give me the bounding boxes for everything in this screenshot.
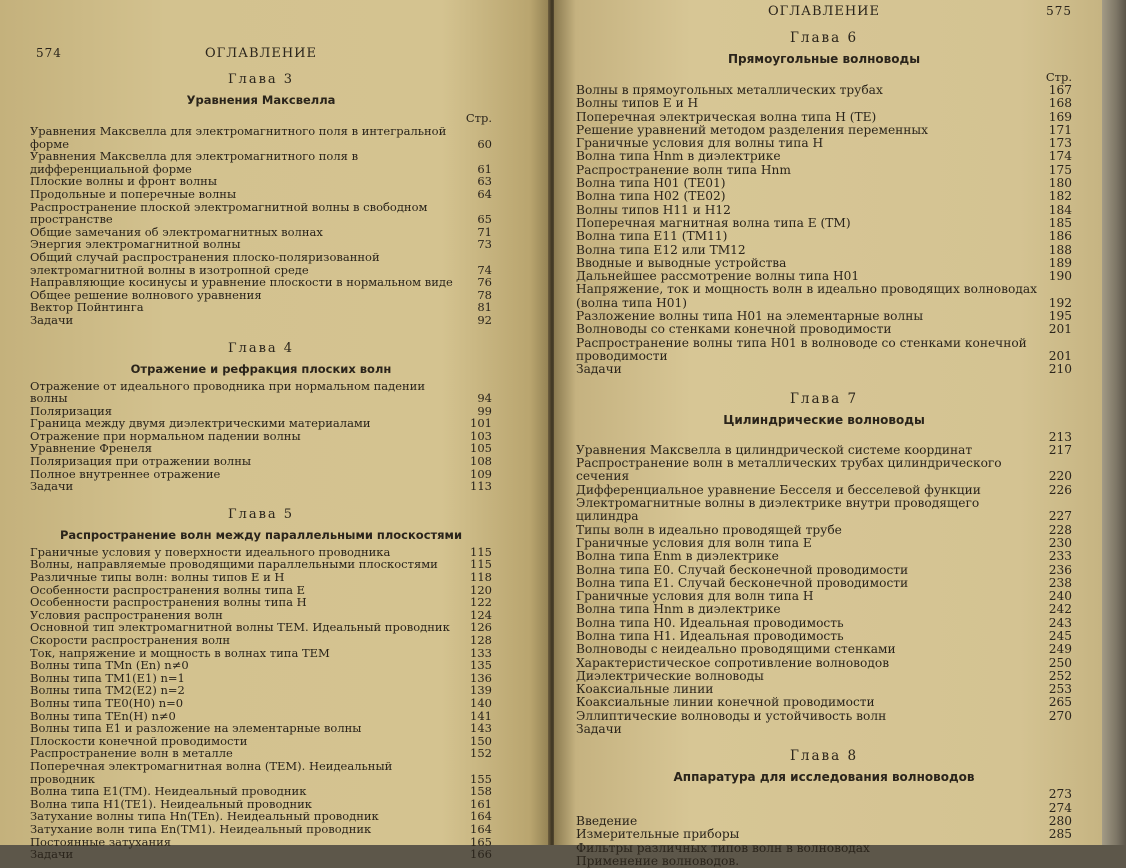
- toc-entry-page: 122: [470, 595, 492, 610]
- toc-entry: [30, 314, 492, 327]
- toc-entry-page: 252: [1048, 668, 1072, 683]
- toc-entry-title: Волноводы с неидеально проводящими стенками: [576, 642, 896, 657]
- toc-entry: [576, 710, 1072, 723]
- toc-entry-title: Общее решение волнового уравнения: [30, 287, 262, 302]
- toc-entry: [576, 363, 1072, 376]
- toc-entry-page: 171: [1048, 122, 1072, 137]
- toc-entry-title: Различные типы волн: волны типов E и H: [30, 570, 285, 585]
- toc-entry-title: Постоянные затухания: [30, 834, 172, 849]
- toc-entry-title: Волна типа E11 (TM11): [576, 229, 728, 244]
- toc-entry: [30, 823, 492, 836]
- toc-entry-title: Коаксиальные линии конечной проводимости: [576, 695, 875, 710]
- toc-entry: [30, 125, 492, 150]
- toc-entry-title: Эллиптические волноводы и устойчивость волн: [576, 708, 887, 723]
- toc-entry: [576, 204, 1072, 217]
- toc-entry-title: Задачи: [30, 312, 74, 327]
- toc-entry: [576, 457, 1072, 484]
- toc-entry: [576, 217, 1072, 230]
- toc-entry-title: Распространение волны типа H01 в волноводе со стенками конечной проводимости: [576, 335, 1027, 363]
- toc-entry: [30, 251, 492, 276]
- toc-entry: [576, 657, 1072, 670]
- toc-entry-title: Особенности распространения волны типа E: [30, 582, 306, 597]
- toc-entry-page: 150: [470, 733, 492, 748]
- toc-entry-title: Поляризация: [30, 403, 112, 418]
- chapter-title: Распространение волн между параллельными плоскостями: [59, 527, 463, 542]
- toc-entry-page: 174: [1048, 149, 1072, 164]
- chapter-number: Глава 6: [789, 30, 859, 46]
- toc-entry: [30, 659, 492, 672]
- toc-entry: [30, 697, 492, 710]
- toc-entry: [576, 257, 1072, 270]
- chapter-section: [576, 748, 1072, 868]
- toc-entry: [30, 301, 492, 314]
- toc-entry: [576, 524, 1072, 537]
- left-chapters: [30, 72, 492, 861]
- toc-entry-page: 182: [1048, 189, 1072, 204]
- toc-entry-page: 124: [470, 607, 492, 622]
- toc-entry-title: Волна типа Enm в диэлектрике: [576, 549, 779, 564]
- toc-entry: [576, 337, 1072, 364]
- toc-entry-page: 60: [477, 136, 492, 151]
- toc-entry-page: 245: [1048, 628, 1072, 643]
- toc-entry: [576, 97, 1072, 110]
- toc-entry: [576, 310, 1072, 323]
- toc-entry-title: Поляризация при отражении волны: [30, 454, 252, 469]
- toc-entry: [576, 670, 1072, 683]
- toc-entry-page: 238: [1048, 575, 1072, 590]
- toc-entry-title: Поперечная магнитная волна типа E (TM): [576, 215, 851, 230]
- toc-entry-page: 185: [1048, 215, 1072, 230]
- toc-entry-page: 173: [1048, 136, 1072, 151]
- toc-entry-page: 63: [477, 174, 492, 189]
- chapter-title: Прямоугольные волноводы: [727, 52, 921, 66]
- page-column-label: Стр.: [465, 111, 492, 125]
- toc-entry: [576, 577, 1072, 590]
- toc-list: [30, 125, 492, 327]
- toc-entry: [576, 683, 1072, 696]
- toc-entry-title: Плоские волны и фронт волны: [30, 174, 217, 189]
- toc-entry-title: Распространение волн в металлических трубах цилиндрического сечения: [576, 456, 1002, 484]
- toc-list: [576, 788, 1072, 868]
- toc-entry-title: Волна типа H02 (TE02): [576, 189, 726, 204]
- toc-entry-page: 73: [477, 237, 492, 252]
- toc-entry-page: 164: [470, 821, 492, 836]
- toc-entry-page: 285: [1048, 827, 1072, 842]
- toc-entry: [576, 283, 1072, 310]
- toc-entry-page: 99: [477, 403, 492, 418]
- toc-entry-title: Измерительные приборы: [576, 827, 740, 842]
- toc-entry-title: Волны типа TE0(H0) n=0: [30, 695, 184, 710]
- toc-entry: [30, 722, 492, 735]
- chapter-section: [30, 72, 492, 327]
- toc-entry: [576, 590, 1072, 603]
- toc-entry-page: 228: [1048, 522, 1072, 537]
- toc-entry: [576, 550, 1072, 563]
- chapter-section: [576, 30, 1072, 377]
- toc-entry-title: Затухание волн типа En(TM1). Неидеальный проводник: [30, 821, 372, 836]
- chapter-number: Глава 5: [227, 506, 295, 522]
- toc-entry: [576, 177, 1072, 190]
- toc-entry-page: 165: [470, 834, 492, 849]
- right-page: [554, 0, 1102, 868]
- toc-entry-title: Распространение волн типа Hnm: [576, 162, 791, 177]
- toc-entry-page: 175: [1048, 162, 1072, 177]
- toc-entry-page: 195: [1048, 309, 1072, 324]
- toc-entry-title: Волны типа E1 и разложение на элементарные волны: [30, 721, 362, 736]
- toc-entry: [576, 497, 1072, 524]
- toc-entry-page: 158: [470, 784, 492, 799]
- toc-entry: [576, 828, 1072, 841]
- toc-entry-title: Коаксиальные линии: [576, 682, 714, 697]
- toc-entry-page: 210: [1048, 362, 1072, 377]
- toc-entry-title: Волна типа E1(TM). Неидеальный проводник: [30, 784, 307, 799]
- toc-entry-page: 270: [1048, 708, 1072, 723]
- toc-entry-title: Волна типа E12 или TM12: [576, 242, 746, 257]
- toc-entry-title: Характеристическое сопротивление волноводов: [576, 655, 890, 670]
- book-cover-edge: [1102, 0, 1126, 845]
- toc-entry-title: Продольные и поперечные волны: [30, 186, 237, 201]
- toc-entry: [30, 150, 492, 175]
- toc-entry-title: Полное внутреннее отражение: [30, 466, 221, 481]
- toc-entry-title: Электромагнитные волны в диэлектрике внутри проводящего цилиндра: [576, 496, 980, 524]
- toc-entry: [576, 696, 1072, 709]
- toc-entry: [576, 617, 1072, 630]
- toc-entry-page: 186: [1048, 229, 1072, 244]
- toc-entry: [30, 468, 492, 481]
- toc-entry-page: 139: [470, 683, 492, 698]
- toc-entry-page: 230: [1048, 535, 1072, 550]
- toc-entry-page: 74: [477, 262, 492, 277]
- toc-entry-title: Уравнения Максвелла в цилиндрической системе координат: [576, 442, 973, 457]
- toc-entry-title: Затухание волны типа Hn(TEn). Неидеальный проводник: [30, 809, 379, 824]
- toc-entry-title: Направляющие косинусы и уравнение плоскости в нормальном виде: [30, 275, 453, 290]
- toc-entry-title: Уравнение Френеля: [30, 441, 153, 456]
- toc-list: [30, 546, 492, 861]
- toc-entry-page: 243: [1048, 615, 1072, 630]
- chapter-number: Глава 4: [227, 340, 295, 356]
- toc-entry: [30, 848, 492, 861]
- toc-entry: [30, 836, 492, 849]
- toc-entry-title: Дальнейшее рассмотрение волны типа H01: [576, 269, 860, 284]
- left-page: [0, 0, 552, 862]
- toc-entry-title: Энергия электромагнитной волны: [30, 237, 241, 252]
- toc-entry-title: Основной тип электромагнитной волны TEM. Идеальный проводник: [30, 620, 450, 635]
- toc-entry: [576, 137, 1072, 150]
- toc-entry-page: 133: [470, 645, 492, 660]
- chapter-title: Аппаратура для исследования волноводов: [673, 770, 975, 785]
- toc-entry-page: 78: [477, 287, 492, 302]
- right-running-title: ОГЛАВЛЕНИЕ: [767, 4, 880, 19]
- toc-entry-page: 189: [1048, 255, 1072, 270]
- toc-entry-title: Волны типа TEn(H) n≠0: [30, 708, 176, 723]
- toc-entry: [30, 455, 492, 468]
- toc-entry-page: 201: [1048, 348, 1072, 363]
- toc-entry-page: 109: [470, 466, 492, 481]
- toc-entry-page: 227: [1048, 509, 1072, 524]
- toc-entry-page: 180: [1048, 176, 1072, 191]
- toc-entry-page: 76: [477, 275, 492, 290]
- toc-entry: [576, 244, 1072, 257]
- toc-entry-page: 152: [470, 746, 492, 761]
- chapter-title: Цилиндрические волноводы: [723, 412, 925, 427]
- toc-list: [30, 380, 492, 493]
- toc-entry-page: 161: [470, 796, 492, 811]
- toc-entry-title: Дифференциальное уравнение Бесселя и бесселевой функции: [576, 482, 981, 497]
- toc-entry-title: Волноводы со стенками конечной проводимости: [576, 322, 892, 337]
- left-running-head: [30, 46, 492, 72]
- chapter-section: [576, 391, 1072, 737]
- toc-entry-page: 105: [470, 441, 492, 456]
- toc-entry-title: Граница между двумя диэлектрическими материалами: [30, 416, 371, 431]
- toc-entry-title: Применение волноводов.: [576, 853, 740, 868]
- toc-entry-page: 118: [470, 570, 492, 585]
- toc-entry: [30, 276, 492, 289]
- toc-entry-title: Волны типа TM1(E1) n=1: [30, 670, 185, 685]
- toc-entry: [30, 571, 492, 584]
- toc-entry-title: Волна типа H1. Идеальная проводимость: [576, 628, 844, 643]
- toc-entry-page: 64: [477, 186, 492, 201]
- toc-entry-page: 71: [477, 224, 492, 239]
- toc-entry: [576, 603, 1072, 616]
- toc-entry-page: 166: [470, 847, 492, 862]
- toc-entry-page: 103: [470, 428, 492, 443]
- toc-entry-page: 213: [1048, 429, 1072, 444]
- toc-entry-title: Напряжение, ток и мощность волн в идеально проводящих волноводах (волна типа H01): [576, 282, 1037, 310]
- toc-entry: [576, 431, 1072, 444]
- toc-entry: [30, 785, 492, 798]
- toc-entry-page: 265: [1048, 695, 1072, 710]
- left-running-title: ОГЛАВЛЕНИЕ: [204, 46, 317, 61]
- toc-entry-title: Волны, направляемые проводящими параллельными плоскостями: [30, 557, 438, 572]
- toc-entry-page: 120: [470, 582, 492, 597]
- chapter-section: [30, 341, 492, 493]
- toc-entry-title: Волна типа H0. Идеальная проводимость: [576, 615, 844, 630]
- toc-entry-page: 167: [1048, 83, 1072, 97]
- toc-entry: [576, 788, 1072, 801]
- toc-entry: [576, 643, 1072, 656]
- toc-entry-title: Волна типа E1. Случай бесконечной проводимости: [576, 575, 909, 590]
- toc-entry-page: 115: [470, 557, 492, 572]
- toc-entry: [576, 444, 1072, 457]
- toc-entry: [576, 802, 1072, 815]
- toc-entry-page: 280: [1048, 813, 1072, 828]
- toc-entry-page: 92: [477, 312, 492, 327]
- toc-entry-title: Уравнения Максвелла для электромагнитного поля в дифференциальной форме: [30, 149, 359, 176]
- toc-entry: [576, 564, 1072, 577]
- right-running-head: [576, 4, 1072, 30]
- chapter-title: Отражение и рефракция плоских волн: [130, 361, 392, 376]
- toc-entry: [576, 815, 1072, 828]
- toc-entry: [576, 111, 1072, 124]
- toc-entry-title: Поперечная электромагнитная волна (TEM). Неидеальный проводник: [30, 758, 393, 786]
- toc-entry-page: 101: [470, 416, 492, 431]
- toc-entry-title: Типы волн в идеально проводящей трубе: [576, 522, 842, 537]
- toc-entry-title: Граничные условия у поверхности идеального проводника: [30, 544, 391, 559]
- toc-entry: [576, 84, 1072, 97]
- toc-entry-title: Вектор Пойнтинга: [30, 300, 144, 315]
- toc-entry-title: Задачи: [576, 362, 622, 377]
- toc-entry-page: 94: [477, 391, 492, 406]
- toc-entry-title: Задачи: [576, 722, 622, 737]
- toc-entry: [576, 855, 1072, 868]
- toc-entry-title: Условия распространения волн: [30, 607, 223, 622]
- toc-entry: [576, 164, 1072, 177]
- toc-entry: [576, 537, 1072, 550]
- toc-entry-title: Введение: [576, 813, 638, 828]
- toc-entry: [30, 201, 492, 226]
- toc-entry: [30, 417, 492, 430]
- toc-entry: [576, 270, 1072, 283]
- toc-entry-title: Волна типа Hnm в диэлектрике: [576, 602, 781, 617]
- toc-entry-title: Диэлектрические волноводы: [576, 668, 764, 683]
- toc-entry-title: Отражение при нормальном падении волны: [30, 428, 301, 443]
- toc-entry-title: Волна типа H1(TE1). Неидеальный проводник: [30, 796, 312, 811]
- toc-entry-page: 65: [477, 212, 492, 227]
- toc-entry-title: Поперечная электрическая волна типа H (TE): [576, 109, 877, 124]
- toc-entry: [30, 188, 492, 201]
- toc-entry-page: 249: [1048, 642, 1072, 657]
- toc-entry-page: 141: [470, 708, 492, 723]
- toc-list: [576, 431, 1072, 737]
- toc-entry-title: Граничные условия для волны типа H: [576, 136, 824, 151]
- toc-entry: [30, 380, 492, 405]
- toc-entry: [576, 124, 1072, 137]
- toc-entry-page: 226: [1048, 482, 1072, 497]
- toc-entry-page: 136: [470, 670, 492, 685]
- toc-entry-title: Общий случай распространения плоско-поляризованной электромагнитной волны в изотропной среде: [30, 249, 380, 277]
- toc-entry-page: 81: [477, 300, 492, 315]
- toc-entry-page: 273: [1048, 787, 1072, 802]
- toc-entry-page: 140: [470, 695, 492, 710]
- toc-entry-page: 236: [1048, 562, 1072, 577]
- toc-entry-title: Общие замечания об электромагнитных волнах: [30, 224, 323, 239]
- toc-entry-page: 155: [470, 771, 492, 786]
- toc-entry-page: 188: [1048, 242, 1072, 257]
- toc-entry-title: Задачи: [30, 479, 74, 494]
- toc-entry-title: Разложение волны типа H01 на элементарные волны: [576, 309, 924, 324]
- toc-entry-page: 233: [1048, 549, 1072, 564]
- toc-entry-title: Волны в прямоугольных металлических трубах: [576, 83, 883, 97]
- toc-entry-title: Граничные условия для волн типа H: [576, 589, 814, 604]
- toc-entry-title: Задачи: [30, 847, 74, 862]
- toc-entry-title: Распространение волн в металле: [30, 746, 233, 761]
- toc-entry-page: 253: [1048, 682, 1072, 697]
- toc-entry-page: 108: [470, 454, 492, 469]
- toc-entry-page: 242: [1048, 602, 1072, 617]
- chapter-section: [30, 507, 492, 861]
- toc-entry: [576, 150, 1072, 163]
- toc-entry: [576, 842, 1072, 855]
- toc-entry-title: Уравнения Максвелла для электромагнитного поля в интегральной форме: [30, 124, 447, 151]
- toc-entry-page: 274: [1048, 800, 1072, 815]
- toc-list: [576, 84, 1072, 377]
- toc-entry-page: 217: [1048, 442, 1072, 457]
- toc-entry-page: 169: [1048, 109, 1072, 124]
- toc-entry-page: 190: [1048, 269, 1072, 284]
- toc-entry-page: 126: [470, 620, 492, 635]
- toc-entry-title: Отражение от идеального проводника при нормальном падении волны: [30, 378, 426, 406]
- toc-entry-title: Особенности распространения волны типа H: [30, 595, 307, 610]
- chapter-number: Глава 3: [227, 72, 295, 87]
- toc-entry-page: 164: [470, 809, 492, 824]
- toc-entry-page: 184: [1048, 202, 1072, 217]
- toc-entry-page: 135: [470, 658, 492, 673]
- chapter-number: Глава 7: [789, 390, 859, 407]
- toc-entry-title: Фильтры различных типов волн в волноводах: [576, 840, 870, 855]
- toc-entry-page: 168: [1048, 96, 1072, 111]
- toc-entry: [576, 190, 1072, 203]
- toc-entry-title: Скорости распространения волн: [30, 633, 231, 647]
- toc-entry-title: Граничные условия для волн типа E: [576, 535, 812, 550]
- toc-entry: [30, 634, 492, 647]
- left-page-number: 574: [36, 46, 62, 60]
- toc-entry-title: Волны типов H11 и H12: [576, 202, 731, 217]
- right-page-number: 575: [1046, 4, 1072, 18]
- toc-entry-title: Волны типов E и H: [576, 96, 699, 111]
- toc-entry-page: 250: [1048, 655, 1072, 670]
- toc-entry-page: 201: [1048, 322, 1072, 337]
- toc-entry-title: Плоскости конечной проводимости: [30, 733, 248, 748]
- toc-entry-page: 113: [470, 479, 492, 494]
- toc-entry-page: 240: [1048, 589, 1072, 604]
- toc-entry: [576, 323, 1072, 336]
- toc-entry: [30, 480, 492, 493]
- right-chapters: [576, 30, 1072, 868]
- toc-entry-title: Волны типа TM2(E2) n=2: [30, 683, 185, 698]
- toc-entry: [576, 723, 1072, 736]
- toc-entry-title: Волны типа TMn (En) n≠0: [30, 658, 189, 673]
- toc-entry-page: 115: [470, 544, 492, 559]
- toc-entry: [576, 230, 1072, 243]
- toc-entry: [30, 760, 492, 785]
- chapter-title: Уравнения Максвелла: [186, 93, 336, 107]
- toc-entry-title: Ток, напряжение и мощность в волнах типа TEM: [30, 645, 330, 660]
- toc-entry-page: 192: [1048, 295, 1072, 310]
- chapter-number: Глава 8: [789, 748, 859, 765]
- toc-entry-title: Вводные и выводные устройства: [576, 255, 787, 270]
- toc-entry-title: Распространение плоской электромагнитной волны в свободном пространстве: [30, 199, 428, 227]
- toc-entry-title: Волна типа H01 (TE01): [576, 176, 726, 191]
- page-column-label: Стр.: [1045, 70, 1072, 84]
- toc-entry-title: Волна типа Hnm в диэлектрике: [576, 149, 781, 164]
- toc-entry-title: Решение уравнений методом разделения переменных: [576, 122, 928, 137]
- toc-entry-page: 128: [470, 633, 492, 647]
- toc-entry-page: 220: [1048, 469, 1072, 484]
- toc-entry: [576, 630, 1072, 643]
- toc-entry: [576, 484, 1072, 497]
- toc-entry-page: 143: [470, 721, 492, 736]
- toc-entry: [30, 596, 492, 609]
- toc-entry-page: 61: [477, 161, 492, 176]
- toc-entry-title: Волна типа E0. Случай бесконечной проводимости: [576, 562, 909, 577]
